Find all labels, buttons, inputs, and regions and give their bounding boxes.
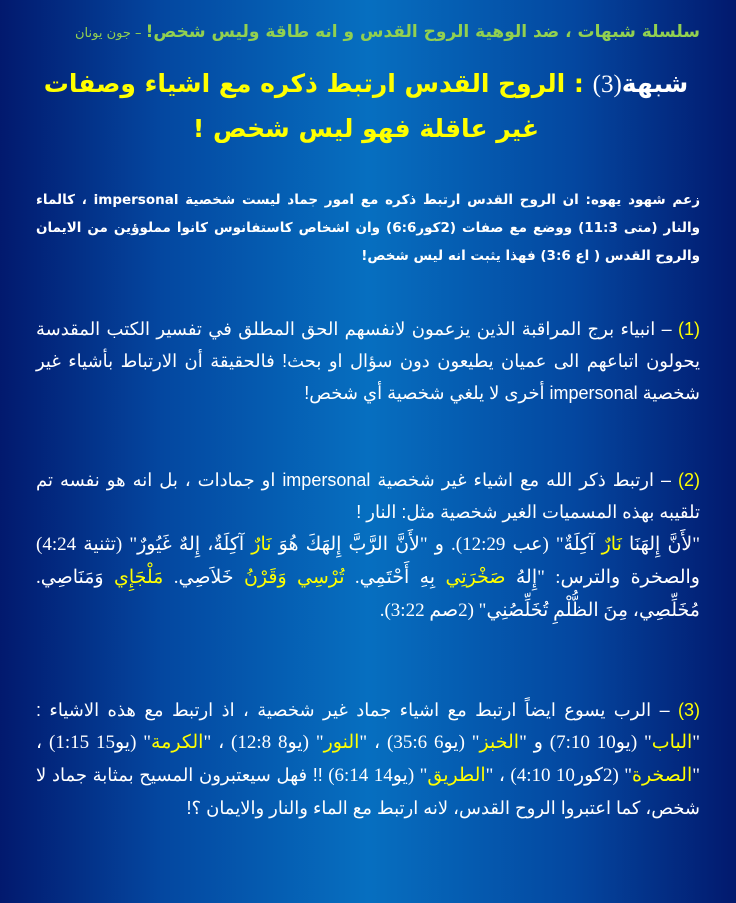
verse-text: والصخرة والترس: "إِلهُ xyxy=(505,567,700,588)
point-3-text-1: الرب يسوع ايضاً ارتبط مع اشياء جماد غير شخصية ، اذ ارتبط مع هذه الاشياء : xyxy=(36,700,652,720)
item-reference: (يو15 1:15) ، xyxy=(36,732,144,753)
series-title-text: سلسلة شبهات ، ضد الوهية الروح القدس و انه طاقة وليس شخص! xyxy=(145,22,700,42)
item-reference: (يو14 6:14) xyxy=(322,765,420,786)
item-word-highlight: الخبز xyxy=(479,732,520,753)
heading-number: (3) xyxy=(592,71,622,98)
verse-text: وَمَنَاصِي. مُخَلِّصِي، مِنَ الظُّلْمِ تُخَلِّصُنِي" (2صم 3:22). xyxy=(36,567,700,621)
item-reference: (2كور10 4:10) ، xyxy=(493,765,625,786)
quote-mark: " xyxy=(485,765,494,786)
quote-mark: " xyxy=(143,732,152,753)
quote-mark: " xyxy=(692,732,701,753)
list-item xyxy=(527,732,700,753)
quote-mark: " xyxy=(519,732,527,753)
claim-text-1: زعم شهود يهوه: ان الروح القدس ارتبط ذكره مع امور جماد ليست شخصية xyxy=(178,192,700,208)
item-reference: (يو10 7:10) و xyxy=(526,732,645,753)
list-item xyxy=(493,765,700,786)
list-item xyxy=(36,732,211,753)
heading-text: : الروح القدس ارتبط ذكره مع اشياء وصفات غير عاقلة فهو ليس شخص ! xyxy=(43,69,593,143)
point-1-text-2: أخرى لا يلغي شخصية أي شخص! xyxy=(304,383,550,403)
item-word-highlight: الصخرة xyxy=(631,765,693,786)
item-word-highlight: الكرمة xyxy=(151,732,204,753)
verse-text: آكِلَةٌ" (عب 12:29). و "لأَنَّ الرَّبَّ إِلهَكَ هُوَ xyxy=(271,534,602,555)
point-2-text-2: او جمادات ، بل انه هو نفسه تم تلقيبه بهذه المسميات الغير شخصية مثل: النار ! xyxy=(36,470,700,522)
point-2 xyxy=(36,464,700,627)
quote-mark: " xyxy=(315,732,324,753)
verse-highlight: صَخْرَتِي xyxy=(445,567,506,588)
series-title xyxy=(30,20,700,46)
point-3-label: (3) xyxy=(677,700,700,720)
claim-text-2: ، كالماء والنار (متى 11:3) ووضع مع صفات (2كور6:6) وان اشخاص كاستفانوس كانوا مملوؤين من الايمان والروح القدس ( اع 3:6) فهذا يثبت انه ليس شخص! xyxy=(36,192,700,264)
verse-text: آكِلَةٌ، إِلهٌ غَيُورٌ" (تثنية 4:24) xyxy=(36,534,252,555)
list-item xyxy=(367,732,527,753)
point-2-latin-term: impersonal xyxy=(282,470,371,490)
point-3 xyxy=(36,694,700,824)
quote-mark: " xyxy=(203,732,212,753)
quote-mark: " xyxy=(359,732,368,753)
verse-highlight: مَلْجَإِي xyxy=(113,567,164,588)
point-1 xyxy=(36,313,700,409)
verse-text: خَلاَصِي. xyxy=(163,567,244,588)
item-reference: (يو6 35:6) ، xyxy=(367,732,472,753)
quote-mark: " xyxy=(471,732,480,753)
quote-mark: " xyxy=(419,765,428,786)
quote-mark: " xyxy=(624,765,632,786)
point-2-label: (2) xyxy=(677,470,700,490)
point-1-dash: – xyxy=(655,319,678,339)
page-heading xyxy=(40,62,692,151)
series-author: – جون يونان xyxy=(74,26,146,41)
claim-latin-term: impersonal xyxy=(93,192,179,208)
quote-mark: " xyxy=(692,765,700,786)
point-1-text-1: انبياء برج المراقبة الذين يزعمون لانفسهم الحق المطلق في تفسير الكتب المقدسة يحولون اتباعهم الى عميان يطيعون دون سؤال او بحث! فالحقيقة أن الارتباط بأشياء غير شخصية xyxy=(36,319,700,403)
verse-text: بِهِ أَحْتَمِي. xyxy=(344,567,446,588)
quote-mark: " xyxy=(644,732,652,753)
point-2-verses xyxy=(36,534,700,621)
point-2-dash: – xyxy=(653,470,678,490)
verse-text: "لأَنَّ إِلهَنَا xyxy=(621,534,700,555)
point-1-latin-term: impersonal xyxy=(549,383,638,403)
list-item xyxy=(323,765,494,786)
item-reference: (يو8 12:8) ، xyxy=(211,732,316,753)
item-word-highlight: الباب xyxy=(651,732,693,753)
item-word-highlight: الطريق xyxy=(427,765,486,786)
point-3-dash: – xyxy=(651,700,678,720)
verse-highlight: نَارٌ xyxy=(251,534,272,555)
point-2-text-1: ارتبط ذكر الله مع اشياء غير شخصية xyxy=(370,470,654,490)
verse-highlight: تُرْسِي وَقَرْنُ xyxy=(243,567,345,588)
item-word-highlight: النور xyxy=(323,732,360,753)
verse-highlight: نَارٌ xyxy=(601,534,622,555)
heading-prefix: شبهة xyxy=(621,69,689,98)
list-item xyxy=(211,732,367,753)
point-3-text-2: !! فهل سيعتبرون المسيح بمثابة جماد لا شخص، كما اعتبروا الروح القدس، لانه ارتبط مع الماء والنار والايمان ؟! xyxy=(36,765,700,818)
claim-paragraph xyxy=(36,186,700,270)
point-1-label: (1) xyxy=(678,319,701,339)
